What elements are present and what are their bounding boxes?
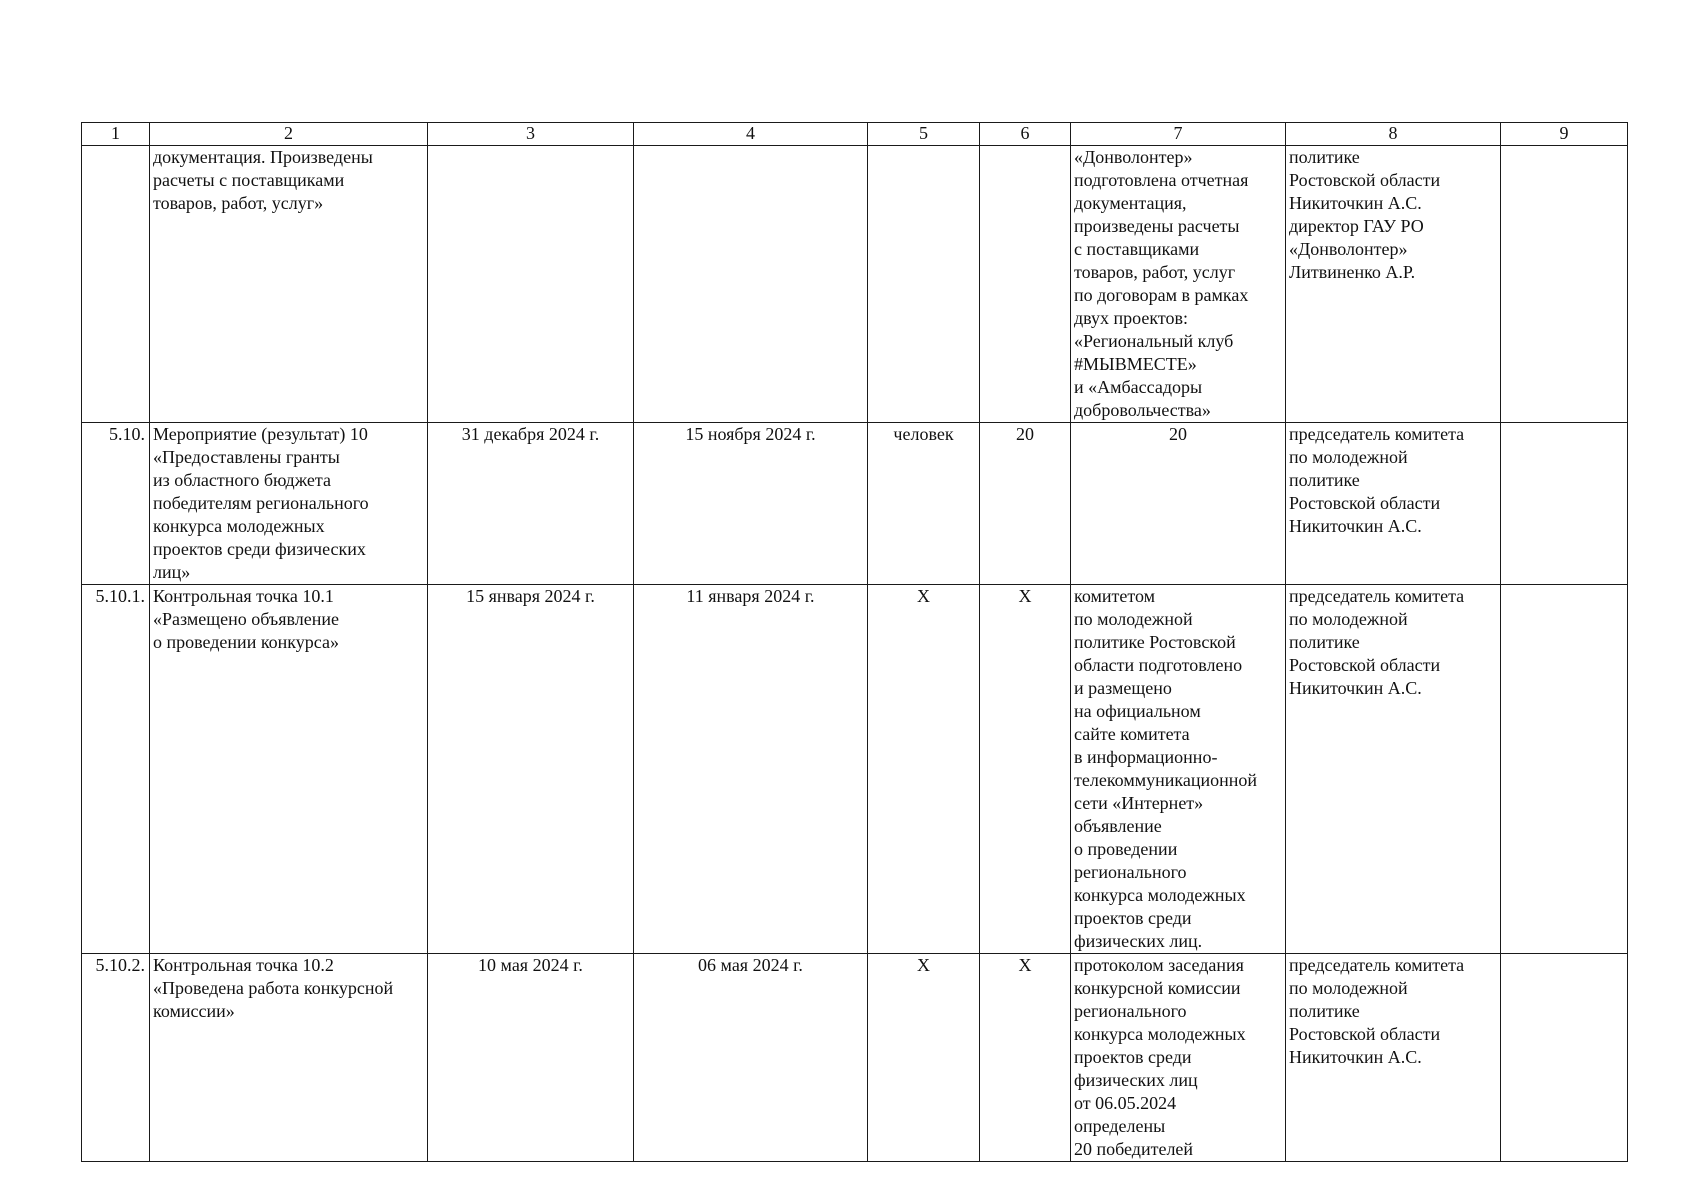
- result-description: 20: [1071, 423, 1286, 585]
- plan-date: [428, 146, 634, 423]
- note: [1501, 423, 1628, 585]
- fact-date: 06 мая 2024 г.: [634, 954, 868, 1162]
- column-header-1: 1: [82, 123, 150, 146]
- plan-value: Х: [980, 585, 1071, 954]
- row-number: 5.10.: [82, 423, 150, 585]
- row-number: 5.10.1.: [82, 585, 150, 954]
- plan-value: 20: [980, 423, 1071, 585]
- column-header-4: 4: [634, 123, 868, 146]
- unit: человек: [868, 423, 980, 585]
- unit: [868, 146, 980, 423]
- plan-value: [980, 146, 1071, 423]
- result-description: «Донволонтер» подготовлена отчетная документация, произведены расчеты с поставщиками товаров, работ, услуг по договорам в рамках двух проектов: «Региональный клуб #МЫВМЕСТЕ» и «Амбассадоры добровольчества»: [1071, 146, 1286, 423]
- responsible-person: председатель комитета по молодежной политике Ростовской области Никиточкин А.С.: [1286, 423, 1501, 585]
- table-row: [82, 146, 1628, 423]
- table-row: [82, 585, 1628, 954]
- responsible-person: председатель комитета по молодежной политике Ростовской области Никиточкин А.С.: [1286, 585, 1501, 954]
- report-table: [81, 122, 1628, 1162]
- column-header-6: 6: [980, 123, 1071, 146]
- fact-date: [634, 146, 868, 423]
- event-name: Контрольная точка 10.1 «Размещено объявление о проведении конкурса»: [150, 585, 428, 954]
- note: [1501, 585, 1628, 954]
- column-header-5: 5: [868, 123, 980, 146]
- note: [1501, 954, 1628, 1162]
- note: [1501, 146, 1628, 423]
- column-header-3: 3: [428, 123, 634, 146]
- plan-value: Х: [980, 954, 1071, 1162]
- plan-date: 31 декабря 2024 г.: [428, 423, 634, 585]
- result-description: протоколом заседания конкурсной комиссии регионального конкурса молодежных проектов среди физических лиц от 06.05.2024 определены 20 победителей: [1071, 954, 1286, 1162]
- plan-date: 10 мая 2024 г.: [428, 954, 634, 1162]
- responsible-person: председатель комитета по молодежной политике Ростовской области Никиточкин А.С.: [1286, 954, 1501, 1162]
- column-header-2: 2: [150, 123, 428, 146]
- unit: Х: [868, 585, 980, 954]
- column-header-8: 8: [1286, 123, 1501, 146]
- event-name: документация. Произведены расчеты с поставщиками товаров, работ, услуг»: [150, 146, 428, 423]
- table-row: [82, 423, 1628, 585]
- table-row: [82, 954, 1628, 1162]
- row-number: [82, 146, 150, 423]
- column-header-9: 9: [1501, 123, 1628, 146]
- column-header-7: 7: [1071, 123, 1286, 146]
- column-number-header-row: [82, 123, 1628, 146]
- unit: Х: [868, 954, 980, 1162]
- row-number: 5.10.2.: [82, 954, 150, 1162]
- plan-date: 15 января 2024 г.: [428, 585, 634, 954]
- fact-date: 11 января 2024 г.: [634, 585, 868, 954]
- event-name: Мероприятие (результат) 10 «Предоставлены гранты из областного бюджета победителям регионального конкурса молодежных проектов среди физических лиц»: [150, 423, 428, 585]
- fact-date: 15 ноября 2024 г.: [634, 423, 868, 585]
- responsible-person: политике Ростовской области Никиточкин А.С. директор ГАУ РО «Донволонтер» Литвиненко А.Р.: [1286, 146, 1501, 423]
- result-description: комитетом по молодежной политике Ростовской области подготовлено и размещено на официальном сайте комитета в информационно- телекоммуникационной сети «Интернет» объявление о проведении регионального конкурса молодежных проектов среди физических лиц.: [1071, 585, 1286, 954]
- event-name: Контрольная точка 10.2 «Проведена работа конкурсной комиссии»: [150, 954, 428, 1162]
